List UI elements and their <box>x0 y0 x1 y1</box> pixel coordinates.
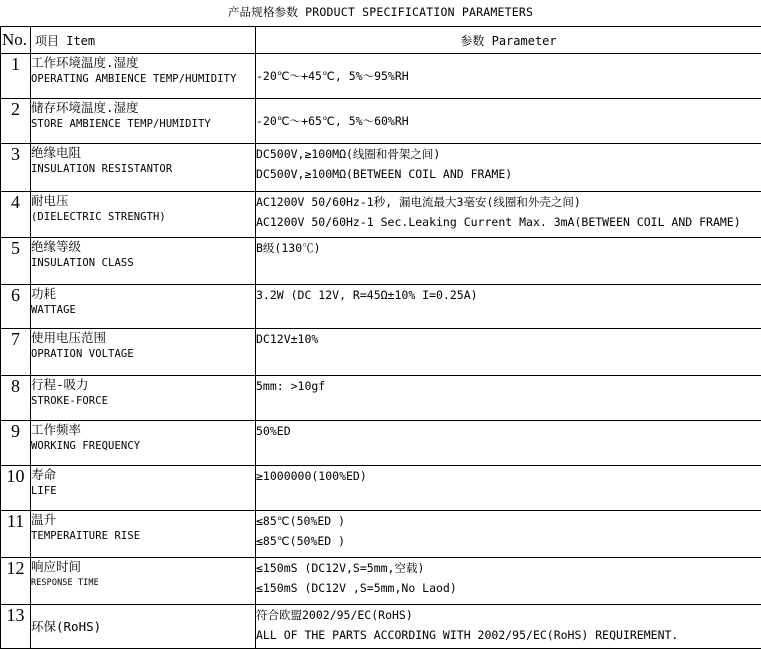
item-cell <box>31 99 256 144</box>
parameter-cell <box>256 238 761 285</box>
table-row <box>1 376 761 421</box>
item-cell <box>31 54 256 99</box>
item-cell <box>31 329 256 376</box>
table-row <box>1 605 761 649</box>
item-name-cn: 响应时间 <box>31 558 255 575</box>
item-name-en: STROKE-FORCE <box>31 393 255 410</box>
parameter-line: DC500V,≥100MΩ(线圈和骨架之间) <box>256 144 761 164</box>
parameter-cell <box>256 421 761 466</box>
item-name-en: OPERATING AMBIENCE TEMP/HUMIDITY <box>31 71 255 88</box>
row-number: 12 <box>1 558 31 605</box>
row-number: 6 <box>1 285 31 329</box>
item-cell <box>31 192 256 238</box>
parameter-line: -20℃～+45℃, 5%～95%RH <box>256 66 761 86</box>
item-name-cn: 耐电压 <box>31 192 255 209</box>
item-name-en: (DIELECTRIC STRENGTH) <box>31 209 255 226</box>
item-name-cn: 工作频率 <box>31 421 255 438</box>
item-cell <box>31 376 256 421</box>
parameter-cell <box>256 558 761 605</box>
item-cell <box>31 605 256 649</box>
item-name-cn: 储存环境温度.湿度 <box>31 99 255 116</box>
item-name-cn: 行程-吸力 <box>31 376 255 393</box>
parameter-cell <box>256 144 761 192</box>
table-row <box>1 421 761 466</box>
item-name-cn: 工作环境温度.湿度 <box>31 54 255 71</box>
item-cell <box>31 285 256 329</box>
specification-table <box>0 26 761 649</box>
item-name-en: STORE AMBIENCE TEMP/HUMIDITY <box>31 116 255 133</box>
item-name-en: RESPONSE TIME <box>31 575 255 592</box>
parameter-cell <box>256 605 761 649</box>
row-number: 11 <box>1 511 31 558</box>
item-cell <box>31 421 256 466</box>
parameter-line: 50%ED <box>256 421 761 441</box>
item-name-en: LIFE <box>31 483 255 500</box>
parameter-line: -20℃～+65℃, 5%～60%RH <box>256 111 761 131</box>
table-row <box>1 329 761 376</box>
parameter-line: ALL OF THE PARTS ACCORDING WITH 2002/95/EC(RoHS) REQUIREMENT. <box>256 625 761 645</box>
row-number: 8 <box>1 376 31 421</box>
header-no: No. <box>1 27 31 54</box>
row-number: 5 <box>1 238 31 285</box>
table-row <box>1 238 761 285</box>
row-number: 4 <box>1 192 31 238</box>
parameter-cell <box>256 54 761 99</box>
item-cell <box>31 238 256 285</box>
header-parameter: 参数 Parameter <box>256 27 761 54</box>
parameter-line: DC500V,≥100MΩ(BETWEEN COIL AND FRAME) <box>256 164 761 184</box>
item-name-en: WATTAGE <box>31 302 255 319</box>
table-row <box>1 192 761 238</box>
item-name-cn: 绝缘等级 <box>31 238 255 255</box>
parameter-cell <box>256 511 761 558</box>
table-row <box>1 466 761 511</box>
item-name-cn: 绝缘电阻 <box>31 144 255 161</box>
row-number: 2 <box>1 99 31 144</box>
item-name-cn: 寿命 <box>31 466 255 483</box>
table-row <box>1 99 761 144</box>
table-row <box>1 511 761 558</box>
parameter-cell <box>256 285 761 329</box>
row-number: 3 <box>1 144 31 192</box>
parameter-line: B级(130℃) <box>256 238 761 258</box>
parameter-cell <box>256 192 761 238</box>
parameter-line: 符合欧盟2002/95/EC(RoHS) <box>256 605 761 625</box>
parameter-line: ≤85℃(50%ED ) <box>256 531 761 551</box>
table-row <box>1 558 761 605</box>
parameter-line: ≤150mS (DC12V ,S=5mm,No Laod) <box>256 578 761 598</box>
item-name-cn: 功耗 <box>31 285 255 302</box>
parameter-line: DC12V±10% <box>256 329 761 349</box>
table-body <box>1 54 761 649</box>
row-number: 1 <box>1 54 31 99</box>
item-name-en: TEMPERAITURE RISE <box>31 528 255 545</box>
parameter-line: ≤150mS (DC12V,S=5mm,空载) <box>256 558 761 578</box>
table-row <box>1 285 761 329</box>
table-row <box>1 54 761 99</box>
item-name-en: INSULATION RESISTANTOR <box>31 161 255 178</box>
table-row <box>1 144 761 192</box>
parameter-line: ≥1000000(100%ED) <box>256 466 761 486</box>
item-name-cn: 环保(RoHS) <box>31 618 255 635</box>
item-name-en: WORKING FREQUENCY <box>31 438 255 455</box>
row-number: 10 <box>1 466 31 511</box>
parameter-cell <box>256 466 761 511</box>
document-title: 产品规格参数 PRODUCT SPECIFICATION PARAMETERS <box>0 4 761 20</box>
parameter-line: ≤85℃(50%ED ) <box>256 511 761 531</box>
parameter-line: AC1200V 50/60Hz-1秒, 漏电流最大3毫安(线圈和外壳之间) <box>256 192 761 212</box>
item-name-en: OPRATION VOLTAGE <box>31 346 255 363</box>
item-cell <box>31 466 256 511</box>
item-cell <box>31 144 256 192</box>
parameter-line: 3.2W (DC 12V, R=45Ω±10% I=0.25A) <box>256 285 761 305</box>
parameter-cell <box>256 376 761 421</box>
parameter-cell <box>256 329 761 376</box>
parameter-cell <box>256 99 761 144</box>
header-item: 项目 Item <box>31 27 256 54</box>
item-name-en: INSULATION CLASS <box>31 255 255 272</box>
row-number: 13 <box>1 605 31 649</box>
parameter-line: 5mm: >10gf <box>256 376 761 396</box>
item-name-cn: 温升 <box>31 511 255 528</box>
item-name-cn: 使用电压范围 <box>31 329 255 346</box>
row-number: 7 <box>1 329 31 376</box>
item-cell <box>31 558 256 605</box>
parameter-line: AC1200V 50/60Hz-1 Sec.Leaking Current Max. 3mA(BETWEEN COIL AND FRAME) <box>256 212 761 232</box>
row-number: 9 <box>1 421 31 466</box>
table-header-row <box>1 27 761 54</box>
item-cell <box>31 511 256 558</box>
